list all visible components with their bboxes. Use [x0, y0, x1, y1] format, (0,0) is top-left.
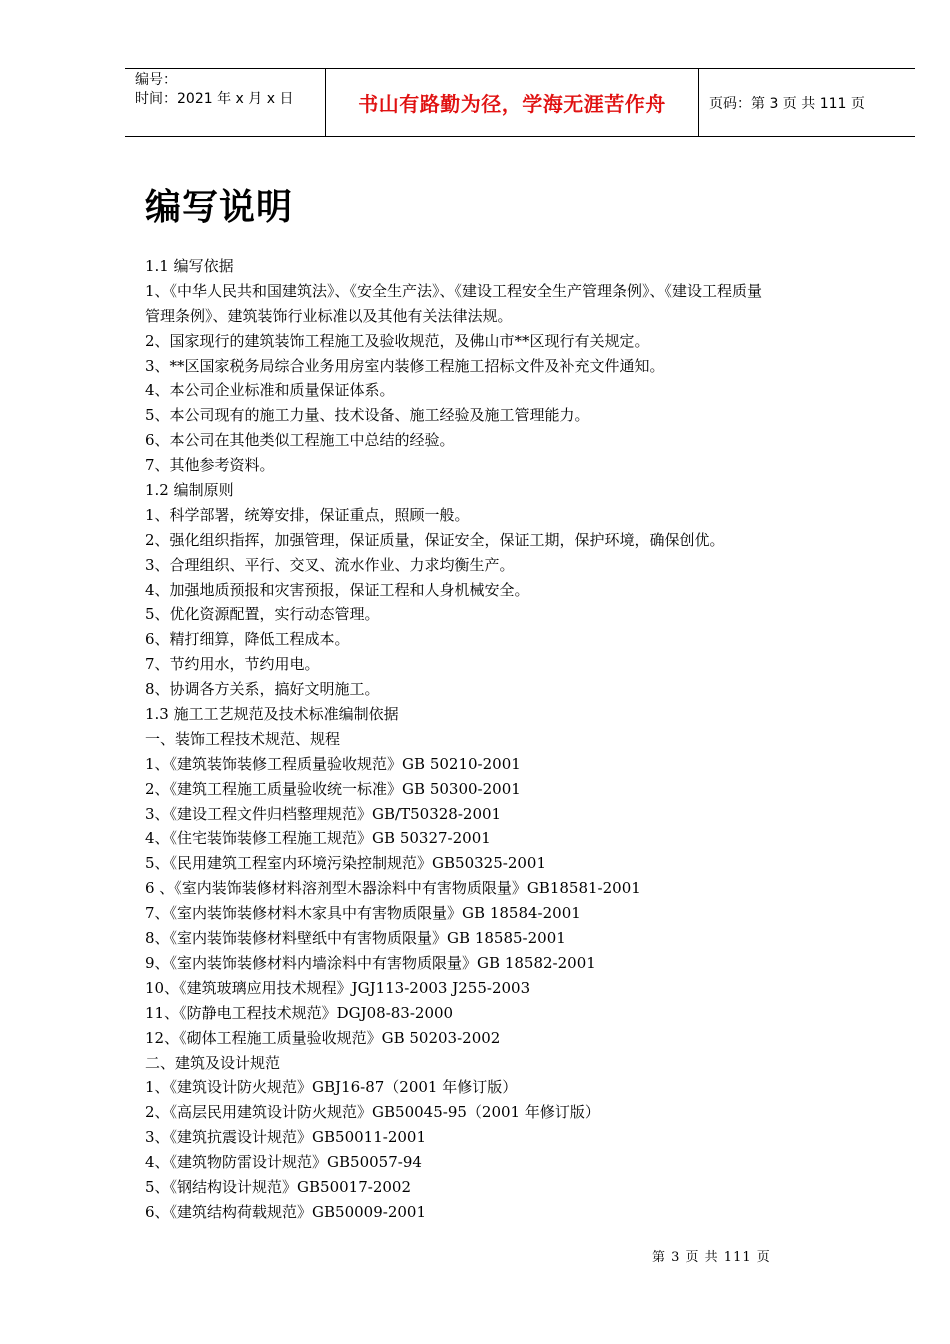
- header-page-number: 页码：第 3 页 共 111 页: [709, 95, 865, 112]
- body-line: 管理条例》、建筑装饰行业标准以及其他有关法律法规。: [145, 306, 513, 325]
- header-meta-cell: [125, 69, 326, 136]
- body-line: 2、《高层民用建筑设计防火规范》GB50045-95（2001 年修订版）: [145, 1103, 600, 1122]
- body-line: 6 、《室内装饰装修材料溶剂型木器涂料中有害物质限量》GB18581-2001: [145, 879, 641, 898]
- body-line: 二、建筑及设计规范: [145, 1053, 281, 1072]
- page-header: [125, 68, 915, 137]
- body-line: 3、《建筑抗震设计规范》GB50011-2001: [145, 1128, 427, 1147]
- body-line: 2、《建筑工程施工质量验收统一标准》GB 50300-2001: [145, 779, 521, 798]
- body-line: 3、**区国家税务局综合业务用房室内装修工程施工招标文件及补充文件通知。: [145, 356, 665, 375]
- body-line: 9、《室内装饰装修材料内墙涂料中有害物质限量》GB 18582-2001: [145, 953, 596, 972]
- body-line: 5、《钢结构设计规范》GB50017-2002: [145, 1177, 412, 1196]
- header-motto: 书山有路勤为径，学海无涯苦作舟: [358, 92, 666, 116]
- page-footer: 第 3 页 共 111 页: [652, 1250, 771, 1265]
- body-line: 7、节约用水，节约用电。: [145, 655, 320, 674]
- body-line: 2、强化组织指挥，加强管理，保证质量，保证安全，保证工期，保护环境，确保创优。: [145, 530, 725, 549]
- body-line: 8、协调各方关系，搞好文明施工。: [145, 680, 380, 699]
- body-line: 3、合理组织、平行、交叉、流水作业、力求均衡生产。: [145, 555, 515, 574]
- document-code-label: 编号：: [135, 72, 177, 88]
- body-line: 11、《防静电工程技术规范》DGJ08-83-2000: [145, 1003, 454, 1022]
- body-line: 4、加强地质预报和灾害预报，保证工程和人身机械安全。: [145, 580, 530, 599]
- body-line: 6、本公司在其他类似工程施工中总结的经验。: [145, 431, 455, 450]
- header-page-cell: [699, 69, 915, 136]
- body-line: 2、国家现行的建筑装饰工程施工及验收规范，及佛山市**区现行有关规定。: [145, 331, 650, 350]
- body-line: 4、本公司企业标准和质量保证体系。: [145, 381, 395, 400]
- body-line: 1、《建筑设计防火规范》GBJ16-87（2001 年修订版）: [145, 1078, 518, 1097]
- body-line: 4、《住宅装饰装修工程施工规范》GB 50327-2001: [145, 829, 491, 848]
- body-line: 1.2 编制原则: [145, 481, 234, 500]
- body-line: 6、精打细算，降低工程成本。: [145, 630, 350, 649]
- body-line: 1、科学部署，统筹安排，保证重点，照顾一般。: [145, 505, 470, 524]
- body-line: 7、其他参考资料。: [145, 456, 275, 475]
- body-line: 1、《中华人民共和国建筑法》、《安全生产法》、《建设工程安全生产管理条例》、《建设工程质量: [145, 281, 763, 300]
- body-line: 一、装饰工程技术规范、规程: [145, 729, 341, 748]
- document-body: [145, 254, 905, 1225]
- body-line: 3、《建设工程文件归档整理规范》GB/T50328-2001: [145, 804, 502, 823]
- body-line: 4、《建筑物防雷设计规范》GB50057-94: [145, 1153, 422, 1172]
- body-line: 7、《室内装饰装修材料木家具中有害物质限量》GB 18584-2001: [145, 904, 581, 923]
- body-line: 10、《建筑玻璃应用技术规程》JGJ113-2003 J255-2003: [145, 978, 531, 997]
- body-line: 6、《建筑结构荷载规范》GB50009-2001: [145, 1202, 427, 1221]
- document-title: 编写说明: [145, 187, 294, 228]
- document-date-label: 时间：2021 年 x 月 x 日: [135, 91, 294, 107]
- body-line: 5、优化资源配置，实行动态管理。: [145, 605, 380, 624]
- header-motto-cell: [326, 69, 699, 136]
- body-line: 5、本公司现有的施工力量、技术设备、施工经验及施工管理能力。: [145, 406, 590, 425]
- body-line: 1.1 编写依据: [145, 257, 234, 275]
- body-line: 12、《砌体工程施工质量验收规范》GB 50203-2002: [145, 1028, 501, 1047]
- body-line: 1、《建筑装饰装修工程质量验收规范》GB 50210-2001: [145, 754, 521, 773]
- body-line: 1.3 施工工艺规范及技术标准编制依据: [145, 705, 399, 724]
- body-line: 5、《民用建筑工程室内环境污染控制规范》GB50325-2001: [145, 854, 547, 873]
- body-line: 8、《室内装饰装修材料壁纸中有害物质限量》GB 18585-2001: [145, 929, 566, 948]
